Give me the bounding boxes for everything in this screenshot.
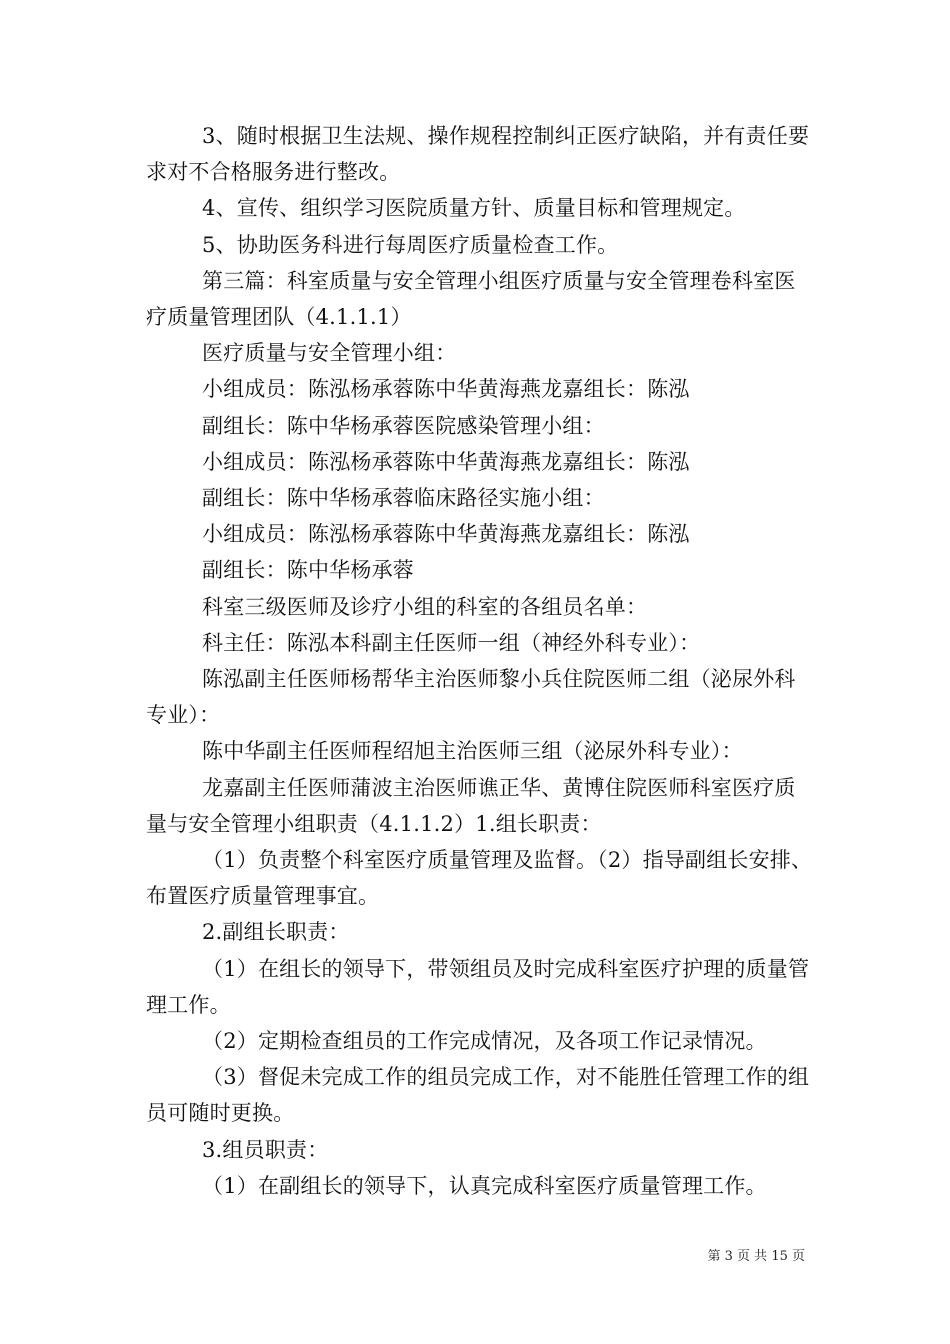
- paragraph: 科室三级医师及诊疗小组的科室的各组员名单：: [202, 594, 648, 619]
- paragraph: 小组成员：陈泓杨承蓉陈中华黄海燕龙嘉组长：陈泓: [202, 377, 690, 402]
- paragraph: 3、随时根据卫生法规、操作规程控制纠正医疗缺陷，并有责任要求对不合格服务进行整改。: [146, 124, 810, 185]
- paragraph: 医疗质量与安全管理小组：: [202, 341, 457, 366]
- paragraph: （1）在副组长的领导下，认真完成科室医疗质量管理工作。: [202, 1173, 767, 1198]
- paragraph: 陈泓副主任医师杨帮华主治医师黎小兵住院医师二组（泌尿外科专业）：: [146, 667, 796, 728]
- paragraph: （3）督促未完成工作的组员完成工作，对不能胜任管理工作的组员可随时更换。: [146, 1065, 810, 1126]
- paragraph: 4、宣传、组织学习医院质量方针、质量目标和管理规定。: [202, 196, 746, 221]
- paragraph: （1）在组长的领导下，带领组员及时完成科室医疗护理的质量管理工作。: [146, 956, 810, 1017]
- paragraph: 小组成员：陈泓杨承蓉陈中华黄海燕龙嘉组长：陈泓: [202, 449, 690, 474]
- paragraph: 副组长：陈中华杨承蓉医院感染管理小组：: [202, 413, 605, 438]
- paragraph: 5、协助医务科进行每周医疗质量检查工作。: [202, 232, 619, 257]
- paragraph: 龙嘉副主任医师蒲波主治医师谯正华、黄博住院医师科室医疗质量与安全管理小组职责（4.1.1.2）1.组长职责：: [146, 775, 796, 836]
- paragraph: 小组成员：陈泓杨承蓉陈中华黄海燕龙嘉组长：陈泓: [202, 522, 690, 547]
- paragraph: （2）定期检查组员的工作完成情况，及各项工作记录情况。: [202, 1029, 767, 1054]
- paragraph: 3.组员职责：: [202, 1137, 329, 1162]
- paragraph: （1）负责整个科室医疗质量管理及监督。（2）指导副组长安排、布置医疗质量管理事宜。: [146, 848, 813, 909]
- paragraph: 第三篇：科室质量与安全管理小组医疗质量与安全管理卷科室医疗质量管理团队（4.1.1.1）: [146, 268, 796, 330]
- paragraph: 2.副组长职责：: [202, 920, 350, 945]
- paragraph: 陈中华副主任医师程绍旭主治医师三组（泌尿外科专业）：: [202, 739, 743, 764]
- paragraph: 副组长：陈中华杨承蓉临床路径实施小组：: [202, 486, 605, 511]
- paragraph: 科主任：陈泓本科副主任医师一组（神经外科专业）：: [202, 630, 701, 655]
- paragraph: 副组长：陈中华杨承蓉: [202, 558, 414, 583]
- document-body: [146, 118, 814, 1204]
- page-footer: 第 3 页 共 15 页: [707, 1249, 805, 1264]
